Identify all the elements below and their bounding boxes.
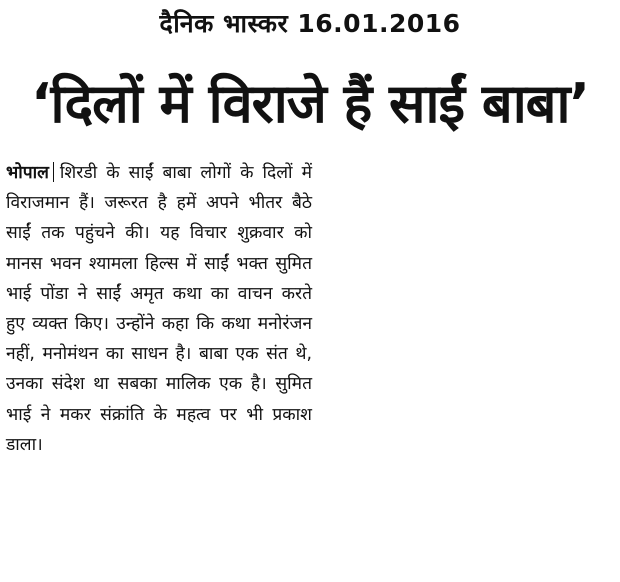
paper-name: दैनिक भास्कर (159, 9, 289, 38)
publication-date: 16.01.2016 (297, 9, 461, 38)
dateline: भोपाल (6, 163, 49, 183)
dateline-divider (53, 162, 54, 182)
article-text: शिरडी के साईं बाबा लोगों के दिलों में विराजमान हैं। जरूरत है हमें अपने भीतर बैठे साईं तक पहुंचने की। यह विचार शुक्रवार को मानस भवन श्यामला हिल्स में साईं भक्त सुमित भाई पोंडा ने साईं अमृत कथा का वाचन करते हुए व्यक्त किए। उन्होंने कहा कि कथा मनोरंजन नहीं, मनोमंथन का साधन है। बाबा एक संत थे, उनका संदेश था सबका मालिक एक है। सुमित भाई ने मकर संक्रांति के महत्व पर भी प्रकाश डाला। (6, 163, 312, 455)
headline: ‘दिलों में विराजे हैं साईं बाबा’ (30, 72, 590, 135)
masthead (0, 6, 620, 42)
article-body (6, 158, 312, 460)
